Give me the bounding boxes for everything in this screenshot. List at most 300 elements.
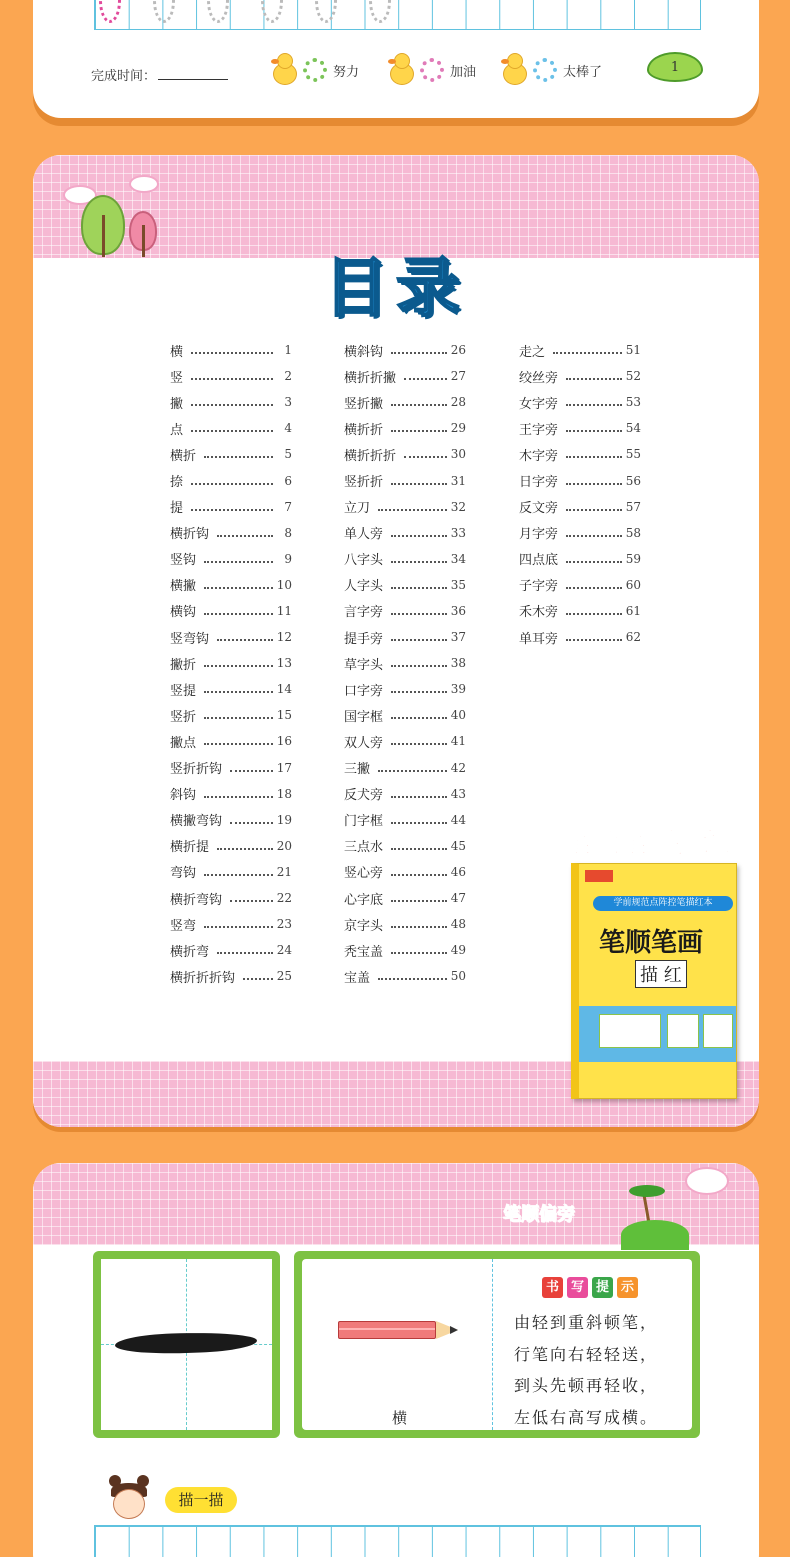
toc-entry-label: 绞丝旁 bbox=[519, 370, 559, 386]
toc-leader-dots bbox=[204, 555, 273, 563]
toc-entry-page: 40 bbox=[450, 708, 466, 723]
toc-entry[interactable] bbox=[344, 650, 466, 676]
pencil-icon bbox=[338, 1321, 456, 1339]
toc-entry[interactable] bbox=[170, 415, 292, 441]
rating-label: 努力 bbox=[333, 64, 360, 80]
toc-entry[interactable] bbox=[170, 598, 292, 624]
rating-item[interactable] bbox=[386, 48, 476, 92]
toc-entry-label: 横折折撇 bbox=[344, 370, 397, 386]
toc-entry-label: 国字框 bbox=[344, 709, 384, 725]
toc-entry-label: 横 bbox=[170, 344, 184, 360]
toc-entry[interactable] bbox=[344, 963, 466, 989]
toc-entry-label: 竖折撇 bbox=[344, 396, 384, 412]
toc-entry-label: 禾木旁 bbox=[519, 605, 559, 621]
toc-entry-label: 单耳旁 bbox=[519, 631, 559, 647]
toc-entry-page: 28 bbox=[450, 395, 466, 410]
toc-leader-dots bbox=[566, 424, 622, 432]
toc-entry-page: 51 bbox=[625, 343, 641, 358]
toc-entry-page: 54 bbox=[625, 421, 641, 436]
toc-entry-page: 11 bbox=[276, 603, 292, 618]
toc-entry[interactable] bbox=[344, 807, 466, 833]
tip-tag: 写 bbox=[567, 1277, 588, 1298]
toc-entry-page: 21 bbox=[276, 864, 292, 879]
toc-leader-dots bbox=[378, 764, 447, 772]
toc-leader-dots bbox=[230, 816, 273, 824]
toc-entry-page: 50 bbox=[450, 969, 466, 984]
toc-entry[interactable] bbox=[344, 676, 466, 702]
toc-entry-label: 口字旁 bbox=[344, 683, 384, 699]
toc-leader-dots bbox=[191, 424, 273, 432]
toc-entry-page: 36 bbox=[450, 603, 466, 618]
lesson-card bbox=[33, 1163, 759, 1557]
toc-leader-dots bbox=[566, 633, 622, 641]
duck-icon bbox=[386, 53, 416, 87]
book-sub-title: 描 红 bbox=[635, 960, 687, 988]
tip-tag: 书 bbox=[542, 1277, 563, 1298]
toc-entry[interactable] bbox=[170, 702, 292, 728]
book-heading: 笔顺笔画描红 bbox=[563, 826, 732, 859]
toc-entry[interactable] bbox=[519, 546, 641, 572]
toc-entry-label: 撇 bbox=[170, 396, 184, 412]
book-main-title: 笔顺笔画 bbox=[599, 928, 704, 958]
toc-leader-dots bbox=[391, 711, 447, 719]
toc-entry[interactable] bbox=[170, 807, 292, 833]
cloud-icon bbox=[129, 175, 159, 193]
toc-entry-page: 52 bbox=[625, 369, 641, 384]
toc-leader-dots bbox=[391, 946, 447, 954]
toc-entry[interactable] bbox=[170, 624, 292, 650]
toc-entry-label: 女字旁 bbox=[519, 396, 559, 412]
toc-leader-dots bbox=[566, 503, 622, 511]
toc-entry-page: 55 bbox=[625, 447, 641, 462]
toc-leader-dots bbox=[217, 529, 273, 537]
toc-entry[interactable] bbox=[519, 624, 641, 650]
toc-entry[interactable] bbox=[170, 363, 292, 389]
toc-leader-dots bbox=[391, 685, 447, 693]
toc-entry-page: 17 bbox=[276, 760, 292, 775]
toc-leader-dots bbox=[391, 894, 447, 902]
toc-entry[interactable] bbox=[344, 755, 466, 781]
toc-leader-dots bbox=[217, 946, 273, 954]
toc-entry-label: 横斜钩 bbox=[344, 344, 384, 360]
toc-leader-dots bbox=[404, 372, 447, 380]
toc-entry-page: 57 bbox=[625, 499, 641, 514]
trace-ring bbox=[153, 0, 175, 23]
toc-entry[interactable] bbox=[519, 572, 641, 598]
toc-entry-label: 竖提 bbox=[170, 683, 197, 699]
toc-leader-dots bbox=[391, 659, 447, 667]
toc-leader-dots bbox=[230, 764, 273, 772]
toc-leader-dots bbox=[391, 398, 447, 406]
toc-leader-dots bbox=[391, 581, 447, 589]
toc-leader-dots bbox=[404, 450, 447, 458]
toc-entry-page: 22 bbox=[276, 891, 292, 906]
toc-entry-label: 王字旁 bbox=[519, 422, 559, 438]
toc-leader-dots bbox=[391, 477, 447, 485]
writing-tip-box bbox=[294, 1251, 700, 1438]
page-number: 1 bbox=[670, 59, 680, 75]
toc-entry-page: 58 bbox=[625, 525, 641, 540]
toc-entry-page: 34 bbox=[450, 551, 466, 566]
toc-entry-page: 25 bbox=[276, 969, 292, 984]
toc-entry[interactable] bbox=[344, 415, 466, 441]
toc-entry-page: 2 bbox=[284, 369, 292, 384]
toc-leader-dots bbox=[204, 659, 273, 667]
toc-entry-label: 京字头 bbox=[344, 918, 384, 934]
toc-entry-page: 12 bbox=[276, 630, 292, 645]
toc-leader-dots bbox=[378, 972, 447, 980]
toc-entry-page: 5 bbox=[284, 447, 292, 462]
toc-entry-page: 44 bbox=[450, 812, 466, 827]
toc-leader-dots bbox=[391, 633, 447, 641]
toc-leader-dots bbox=[204, 790, 273, 798]
rating-label: 太棒了 bbox=[563, 64, 603, 80]
toc-entry-page: 8 bbox=[284, 525, 292, 540]
toc-entry-page: 61 bbox=[625, 603, 641, 618]
tip-text bbox=[514, 1307, 658, 1433]
toc-entry[interactable] bbox=[344, 467, 466, 493]
toc-leader-dots bbox=[378, 503, 447, 511]
toc-entry-page: 7 bbox=[284, 499, 292, 514]
completion-time bbox=[91, 65, 228, 84]
toc-entry-page: 53 bbox=[625, 395, 641, 410]
toc-entry-page: 19 bbox=[276, 812, 292, 827]
toc-entry-label: 竖折折 bbox=[344, 475, 384, 491]
toc-leader-dots bbox=[566, 555, 622, 563]
toc-entry-page: 41 bbox=[450, 734, 466, 749]
toc-leader-dots bbox=[566, 607, 622, 615]
toc-entry[interactable] bbox=[170, 520, 292, 546]
toc-entry[interactable] bbox=[344, 494, 466, 520]
toc-entry-page: 45 bbox=[450, 838, 466, 853]
toc-entry-page: 49 bbox=[450, 943, 466, 958]
toc-entry-page: 10 bbox=[276, 577, 292, 592]
toc-entry-page: 33 bbox=[450, 525, 466, 540]
toc-entry[interactable] bbox=[344, 441, 466, 467]
toc-entry-page: 15 bbox=[276, 708, 292, 723]
book-banner: 学前规范点阵控笔描红本 bbox=[593, 896, 733, 911]
toc-entry-page: 16 bbox=[276, 734, 292, 749]
toc-entry[interactable] bbox=[519, 467, 641, 493]
toc-entry-page: 35 bbox=[450, 577, 466, 592]
toc-entry[interactable] bbox=[519, 363, 641, 389]
toc-entry-label: 三点水 bbox=[344, 840, 384, 856]
toc-entry-label: 走之 bbox=[519, 344, 546, 360]
toc-entry[interactable] bbox=[170, 937, 292, 963]
tracing-grid bbox=[94, 0, 701, 30]
toc-entry-page: 48 bbox=[450, 917, 466, 932]
stroke-demo-grid bbox=[101, 1259, 272, 1430]
book-mini-grid bbox=[667, 1014, 699, 1048]
toc-leader-dots bbox=[391, 424, 447, 432]
toc-leader-dots bbox=[204, 868, 273, 876]
toc-entry-label: 月字旁 bbox=[519, 527, 559, 543]
toc-entry-page: 20 bbox=[276, 838, 292, 853]
toc-entry-page: 42 bbox=[450, 760, 466, 775]
toc-entry-label: 日字旁 bbox=[519, 475, 559, 491]
toc-column bbox=[344, 337, 466, 989]
island-icon bbox=[621, 1220, 689, 1250]
duck-icon bbox=[499, 53, 529, 87]
toc-entry-page: 30 bbox=[450, 447, 466, 462]
toc-entry-page: 46 bbox=[450, 864, 466, 879]
rating-ring-icon bbox=[420, 58, 444, 82]
toc-entry[interactable] bbox=[519, 598, 641, 624]
toc-entry[interactable] bbox=[170, 676, 292, 702]
toc-entry-page: 29 bbox=[450, 421, 466, 436]
toc-entry-page: 6 bbox=[284, 473, 292, 488]
tip-line: 到头先顿再轻收， bbox=[514, 1376, 659, 1395]
toc-entry[interactable] bbox=[519, 415, 641, 441]
trace-ring bbox=[207, 0, 229, 23]
toc-entry-label: 竖折 bbox=[170, 709, 197, 725]
toc-leader-dots bbox=[191, 372, 273, 380]
toc-entry[interactable] bbox=[519, 494, 641, 520]
toc-entry-label: 竖折折钩 bbox=[170, 762, 223, 778]
toc-entry-page: 13 bbox=[276, 656, 292, 671]
toc-entry-page: 38 bbox=[450, 656, 466, 671]
tip-divider bbox=[492, 1259, 493, 1430]
toc-entry-label: 弯钩 bbox=[170, 866, 197, 882]
palm-tree-icon bbox=[629, 1185, 665, 1197]
toc-leader-dots bbox=[217, 633, 273, 641]
page-number-leaf bbox=[647, 52, 703, 82]
toc-entry-page: 1 bbox=[284, 343, 292, 358]
rating-item[interactable] bbox=[269, 48, 359, 92]
toc-entry[interactable] bbox=[344, 833, 466, 859]
toc-entry-page: 37 bbox=[450, 630, 466, 645]
toc-title: 目录 bbox=[324, 252, 468, 326]
toc-entry-page: 56 bbox=[625, 473, 641, 488]
toc-entry[interactable] bbox=[344, 546, 466, 572]
tip-line: 左低右高写成横。 bbox=[514, 1407, 659, 1427]
section-title: 笔顺偏旁 bbox=[503, 1204, 575, 1225]
toc-entry-label: 横折折折钩 bbox=[170, 970, 236, 986]
toc-entry[interactable] bbox=[519, 441, 641, 467]
toc-entry-label: 双人旁 bbox=[344, 735, 384, 751]
tip-line: 行笔向右轻轻送， bbox=[514, 1344, 659, 1364]
toc-entry[interactable] bbox=[344, 598, 466, 624]
toc-entry-label: 横撇 bbox=[170, 579, 197, 595]
toc-entry-page: 27 bbox=[450, 369, 466, 384]
toc-entry[interactable] bbox=[344, 389, 466, 415]
toc-entry-page: 62 bbox=[625, 630, 641, 645]
toc-leader-dots bbox=[391, 790, 447, 798]
toc-entry[interactable] bbox=[170, 650, 292, 676]
toc-leader-dots bbox=[230, 894, 273, 902]
toc-leader-dots bbox=[243, 972, 273, 980]
toc-entry[interactable] bbox=[344, 520, 466, 546]
toc-leader-dots bbox=[391, 920, 447, 928]
toc-entry-label: 横折 bbox=[170, 448, 197, 464]
toc-entry[interactable] bbox=[170, 963, 292, 989]
toc-column bbox=[170, 337, 292, 989]
toc-entry-label: 子字旁 bbox=[519, 579, 559, 595]
toc-entry-page: 59 bbox=[625, 551, 641, 566]
toc-entry-page: 14 bbox=[276, 682, 292, 697]
toc-entry-label: 横钩 bbox=[170, 605, 197, 621]
toc-leader-dots bbox=[204, 737, 273, 745]
toc-entry-label: 宝盖 bbox=[344, 970, 371, 986]
toc-entry-page: 9 bbox=[284, 551, 292, 566]
toc-leader-dots bbox=[204, 581, 273, 589]
toc-entry-label: 木字旁 bbox=[519, 448, 559, 464]
toc-entry-label: 单人旁 bbox=[344, 527, 384, 543]
toc-entry-label: 三撇 bbox=[344, 762, 371, 778]
toc-entry[interactable] bbox=[344, 337, 466, 363]
toc-entry-page: 32 bbox=[450, 499, 466, 514]
toc-leader-dots bbox=[566, 477, 622, 485]
tip-tags bbox=[542, 1277, 638, 1298]
toc-entry[interactable] bbox=[170, 467, 292, 493]
toc-entry-label: 横折折折 bbox=[344, 448, 397, 464]
toc-entry[interactable] bbox=[170, 885, 292, 911]
toc-entry[interactable] bbox=[344, 937, 466, 963]
toc-entry-page: 18 bbox=[276, 786, 292, 801]
toc-entry[interactable] bbox=[170, 781, 292, 807]
toc-entry-page: 23 bbox=[276, 917, 292, 932]
toc-leader-dots bbox=[204, 607, 273, 615]
toc-card bbox=[33, 155, 759, 1127]
toc-entry-label: 提手旁 bbox=[344, 631, 384, 647]
toc-entry-page: 3 bbox=[284, 395, 292, 410]
toc-entry[interactable] bbox=[344, 363, 466, 389]
toc-entry[interactable] bbox=[170, 441, 292, 467]
toc-entry[interactable] bbox=[344, 885, 466, 911]
toc-entry-label: 秃宝盖 bbox=[344, 944, 384, 960]
trace-ring bbox=[261, 0, 283, 23]
toc-leader-dots bbox=[204, 711, 273, 719]
toc-entry-label: 竖心旁 bbox=[344, 866, 384, 882]
toc-entry[interactable] bbox=[344, 702, 466, 728]
toc-entry-label: 横折提 bbox=[170, 840, 210, 856]
toc-entry-label: 八字头 bbox=[344, 553, 384, 569]
toc-entry[interactable] bbox=[519, 337, 641, 363]
toc-entry-label: 反犬旁 bbox=[344, 788, 384, 804]
rating-label: 加油 bbox=[450, 64, 477, 80]
toc-entry[interactable] bbox=[170, 833, 292, 859]
completion-line[interactable] bbox=[158, 68, 228, 80]
toc-entry-label: 人字头 bbox=[344, 579, 384, 595]
trace-label: 描一描 bbox=[165, 1487, 237, 1513]
toc-entry-label: 提 bbox=[170, 501, 184, 517]
toc-leader-dots bbox=[566, 581, 622, 589]
book-mini-grid bbox=[703, 1014, 733, 1048]
heng-stroke-glyph bbox=[115, 1331, 258, 1356]
toc-leader-dots bbox=[391, 868, 447, 876]
trace-ring bbox=[369, 0, 391, 23]
toc-leader-dots bbox=[391, 529, 447, 537]
toc-entry-label: 反文旁 bbox=[519, 501, 559, 517]
toc-leader-dots bbox=[391, 555, 447, 563]
book-mini-grid bbox=[599, 1014, 661, 1048]
toc-entry-label: 竖 bbox=[170, 370, 184, 386]
toc-entry[interactable] bbox=[170, 755, 292, 781]
toc-leader-dots bbox=[391, 607, 447, 615]
toc-entry-label: 横折弯钩 bbox=[170, 892, 223, 908]
toc-entry[interactable] bbox=[519, 520, 641, 546]
toc-leader-dots bbox=[566, 450, 622, 458]
toc-entry[interactable] bbox=[170, 337, 292, 363]
tip-tag: 示 bbox=[617, 1277, 638, 1298]
toc-entry-label: 斜钩 bbox=[170, 788, 197, 804]
toc-entry[interactable] bbox=[170, 494, 292, 520]
book-cover[interactable] bbox=[571, 863, 737, 1099]
girl-mascot-icon bbox=[103, 1475, 155, 1529]
toc-entry[interactable] bbox=[170, 546, 292, 572]
toc-leader-dots bbox=[566, 398, 622, 406]
stroke-name: 横 bbox=[392, 1409, 408, 1427]
toc-entry-label: 横折弯 bbox=[170, 944, 210, 960]
toc-leader-dots bbox=[553, 346, 622, 354]
toc-entry-label: 四点底 bbox=[519, 553, 559, 569]
stroke-demo-box bbox=[93, 1251, 280, 1438]
toc-leader-dots bbox=[391, 842, 447, 850]
toc-entry-label: 横撇弯钩 bbox=[170, 814, 223, 830]
toc-entry-page: 4 bbox=[284, 421, 292, 436]
toc-leader-dots bbox=[391, 816, 447, 824]
toc-leader-dots bbox=[204, 450, 273, 458]
toc-entry-page: 60 bbox=[625, 577, 641, 592]
toc-entry-label: 竖弯 bbox=[170, 918, 197, 934]
toc-entry-page: 43 bbox=[450, 786, 466, 801]
toc-entry[interactable] bbox=[170, 572, 292, 598]
toc-entry-page: 26 bbox=[450, 343, 466, 358]
toc-entry[interactable] bbox=[344, 781, 466, 807]
toc-entry-label: 心字底 bbox=[344, 892, 384, 908]
toc-leader-dots bbox=[217, 842, 273, 850]
toc-entry-page: 24 bbox=[276, 943, 292, 958]
trace-ring bbox=[315, 0, 337, 23]
toc-leader-dots bbox=[391, 737, 447, 745]
toc-entry[interactable] bbox=[170, 389, 292, 415]
toc-entry[interactable] bbox=[170, 859, 292, 885]
toc-leader-dots bbox=[191, 503, 273, 511]
toc-entry-label: 立刀 bbox=[344, 501, 371, 517]
toc-leader-dots bbox=[566, 529, 622, 537]
writing-tip-panel bbox=[302, 1259, 692, 1430]
toc-entry[interactable] bbox=[519, 389, 641, 415]
toc-leader-dots bbox=[191, 346, 273, 354]
toc-entry-label: 撇点 bbox=[170, 735, 197, 751]
duck-icon bbox=[269, 53, 299, 87]
rating-item[interactable] bbox=[499, 48, 602, 92]
toc-entry[interactable] bbox=[344, 572, 466, 598]
toc-entry-label: 捺 bbox=[170, 475, 184, 491]
toc-entry[interactable] bbox=[170, 728, 292, 754]
toc-entry-label: 竖钩 bbox=[170, 553, 197, 569]
toc-entry-label: 撇折 bbox=[170, 657, 197, 673]
toc-leader-dots bbox=[191, 477, 273, 485]
toc-entry-page: 39 bbox=[450, 682, 466, 697]
brand-logo bbox=[585, 870, 613, 882]
toc-entry[interactable] bbox=[170, 911, 292, 937]
tracing-grid[interactable] bbox=[94, 1525, 701, 1557]
cloud-icon bbox=[685, 1167, 729, 1195]
toc-entry-label: 草字头 bbox=[344, 657, 384, 673]
rating-ring-icon bbox=[533, 58, 557, 82]
toc-leader-dots bbox=[204, 685, 273, 693]
toc-entry[interactable] bbox=[344, 624, 466, 650]
toc-entry[interactable] bbox=[344, 911, 466, 937]
toc-leader-dots bbox=[566, 372, 622, 380]
toc-entry-label: 横折钩 bbox=[170, 527, 210, 543]
tip-tag: 提 bbox=[592, 1277, 613, 1298]
toc-entry[interactable] bbox=[344, 859, 466, 885]
toc-entry[interactable] bbox=[344, 728, 466, 754]
toc-entry-label: 门字框 bbox=[344, 814, 384, 830]
trace-ring bbox=[99, 0, 121, 23]
